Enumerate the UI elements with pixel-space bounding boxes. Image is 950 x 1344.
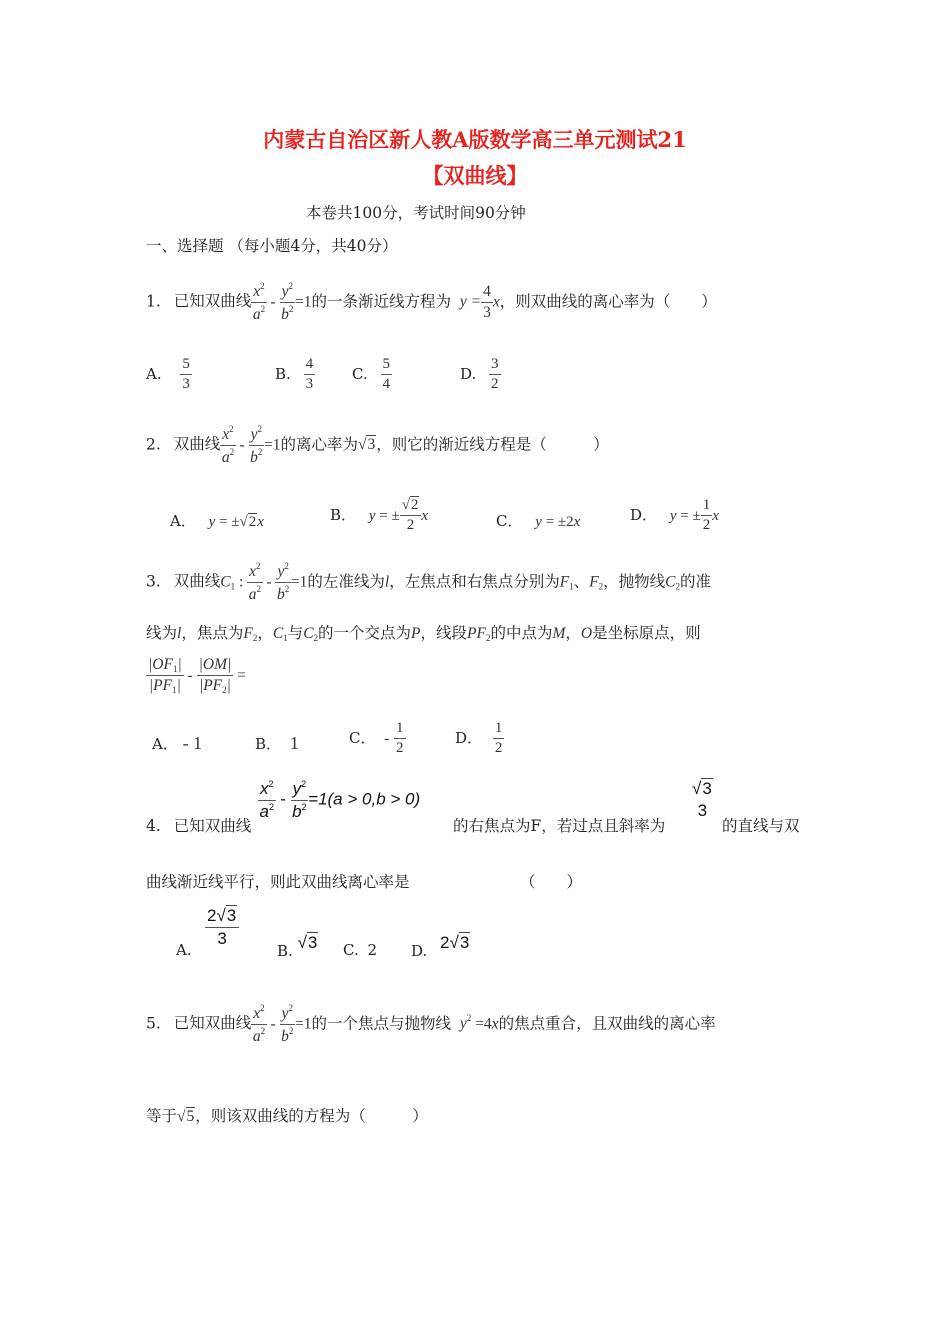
question-number: 5.: [146, 1014, 161, 1033]
question-3-line-1: 3. 双曲线$C_1$ : $\frac{x^2}{a^2}$ - $\frac{y^2}{b^2}$ =1的左准线为l，左焦点和右焦点分别为$F_1$、$F_2$，抛物线$C_2$的准: [146, 561, 712, 603]
question-3-expression: $\frac{|OF_1|}{|PF_1|}$ - $\frac{|OM|}{|PF_2|}$ =: [148, 656, 246, 696]
question-2: 2. 双曲线 $\frac{x^2}{a^2}$ - $\frac{y^2}{b^2}$ =1的离心率为√3，则它的渐近线方程是（ ）: [146, 424, 609, 466]
option-4b[interactable]: B. √3: [277, 933, 318, 960]
question-5-line-1: 5. 已知双曲线 $\frac{x^2}{a^2}$ - $\frac{y^2}{b^2}$ =1的一个焦点与抛物线 $y^2 =4x$的焦点重合，且双曲线的离心率: [146, 1003, 716, 1045]
formula-y2-over-b2: $\frac{y^2}{b^2}$: [281, 281, 294, 323]
question-4-formula: $\frac{x^2}{a^2}$ - $\frac{y^2}{b^2}$ =1(a > 0,b > 0): [259, 779, 421, 821]
option-4a-value: $\frac{2√3}{3}$: [205, 906, 239, 948]
option-2d[interactable]: D． y = ± $\frac{1}{2}$ x: [630, 497, 719, 534]
option-2c[interactable]: C． y = ±2x: [496, 512, 581, 530]
question-number: 3.: [146, 572, 161, 591]
option-3a[interactable]: A． - 1: [152, 733, 203, 753]
formula-x2-over-a2: $\frac{x^2}{a^2}$: [252, 281, 266, 323]
question-4-line-2: 曲线渐近线平行，则此双曲线离心率是: [146, 873, 410, 891]
option-4c[interactable]: C. 2: [343, 941, 378, 959]
question-5-line-2: 等于√5，则该双曲线的方程为（ ）: [146, 1107, 428, 1125]
page-title: 内蒙古自治区新人教A版数学高三单元测试21: [263, 127, 687, 152]
asymptote-equation: y =: [459, 293, 482, 311]
question-4-prefix: 4. 已知双曲线: [146, 817, 252, 835]
option-3b[interactable]: B． 1: [255, 733, 299, 753]
question-4-text: 的右焦点为F，若过点且斜率为: [453, 817, 666, 835]
question-number: 4.: [146, 817, 161, 835]
answer-paren: （ ）: [520, 873, 583, 891]
option-4d[interactable]: D. 2√3: [411, 933, 470, 960]
option-3d[interactable]: D． $\frac{1}{2}$: [455, 720, 503, 757]
option-4a-label[interactable]: A.: [176, 941, 192, 959]
sqrt-5: √5: [177, 1108, 195, 1125]
page-subtitle: 【双曲线】: [422, 163, 528, 188]
option-1c[interactable]: C. $\frac{5}{4}$: [352, 356, 390, 393]
option-2a[interactable]: A． y = ±√2x: [170, 512, 264, 530]
question-3-line-2: 线为l，焦点为$F_2$，$C_1$与$C_2$的一个交点为P，线段$PF_2$的中点为M，O是坐标原点，则: [146, 624, 701, 643]
sqrt-3: √3: [357, 436, 376, 454]
option-1d[interactable]: D. $\frac{3}{2}$: [460, 356, 499, 393]
option-2b[interactable]: B． y = ± $\frac{√2}{2}$ x: [330, 497, 429, 534]
slope-sqrt3-over-3: √3 3: [692, 779, 712, 820]
question-1: 1. 已知双曲线 $\frac{x^2}{a^2}$ - $\frac{y^2}{b^2}$ =1的一条渐近线方程为 y = $\frac{4}{3}$ x，则双曲线的离心率为（ ）: [146, 281, 717, 323]
section-heading: 一、选择题 （每小题4分，共40分）: [146, 237, 398, 255]
question-number: 2.: [146, 435, 161, 454]
option-1a[interactable]: A. $\frac{5}{3}$: [146, 356, 190, 393]
question-number: 1.: [146, 292, 161, 311]
option-1b[interactable]: B. $\frac{4}{3}$: [275, 356, 314, 393]
option-3c[interactable]: C． - $\frac{1}{2}$: [349, 720, 404, 757]
exam-info: 本卷共100分，考试时间90分钟: [306, 204, 526, 222]
